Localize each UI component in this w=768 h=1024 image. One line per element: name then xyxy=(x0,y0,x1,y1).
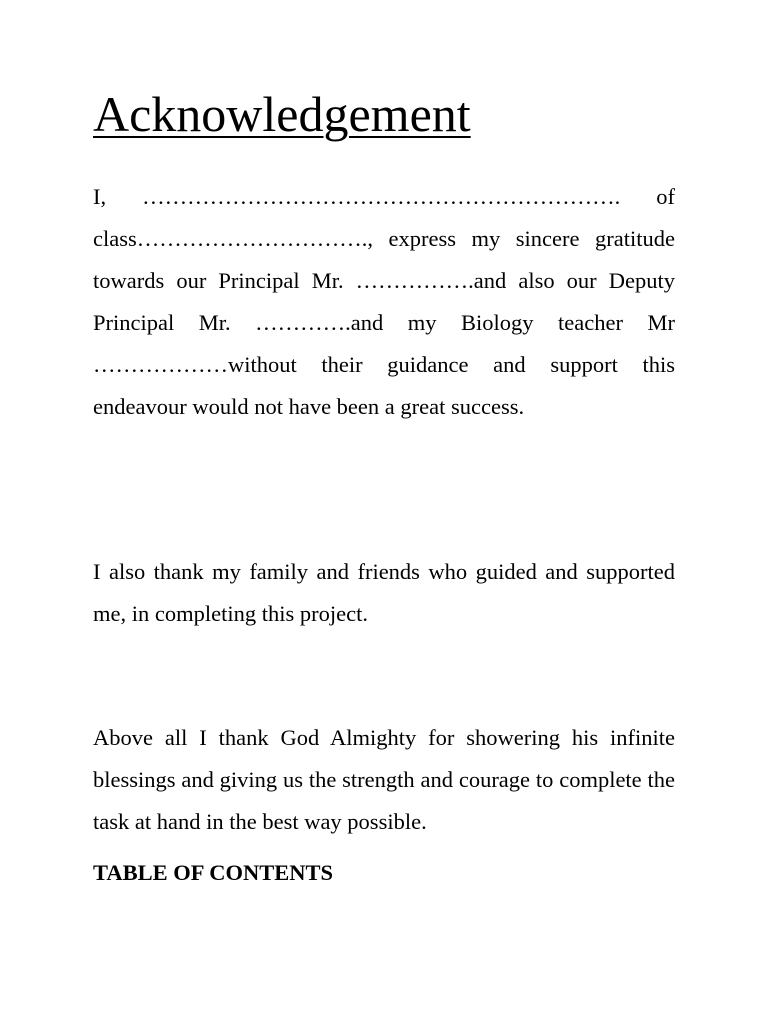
acknowledgement-paragraph-1: I, ………………………………………………………. of class…………………………., express my sincere gratitude towards our Principal Mr. …………….and also our Deputy Principal Mr. ………….and my Biology teacher Mr ………………without their guidance and support this endeavour would not have been a great success. xyxy=(93,184,675,419)
acknowledgement-paragraph-2: I also thank my family and friends who guided and supported me, in completing this project. xyxy=(93,559,675,626)
acknowledgement-paragraph-3: Above all I thank God Almighty for showering his infinite blessings and giving us the strength and courage to complete the task at hand in the best way possible. xyxy=(93,725,675,834)
table-of-contents-heading: TABLE OF CONTENTS xyxy=(93,860,334,885)
page-title: Acknowledgement xyxy=(93,86,471,142)
